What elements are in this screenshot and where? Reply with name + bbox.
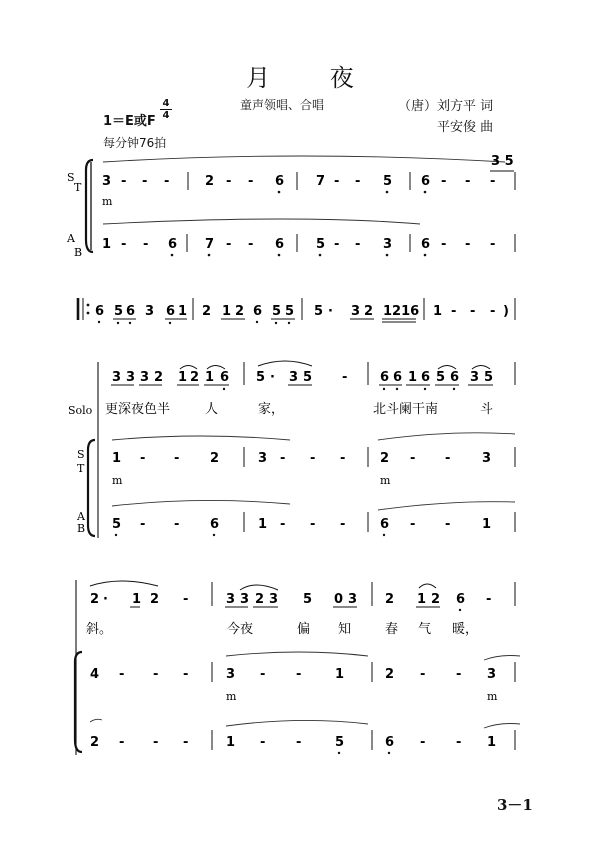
svg-text:-: - — [470, 304, 476, 319]
svg-text:2: 2 — [90, 735, 100, 750]
svg-text:1: 1 — [335, 667, 345, 682]
svg-text:2: 2 — [235, 304, 245, 319]
time-top: 4 — [162, 98, 170, 109]
svg-text:5: 5 — [303, 370, 313, 385]
svg-text:1: 1 — [258, 517, 268, 532]
svg-text:偏: 偏 — [297, 622, 311, 637]
svg-text:m: m — [380, 474, 391, 487]
svg-text:-: - — [465, 174, 471, 189]
svg-text:-: - — [410, 517, 416, 532]
svg-text:1: 1 — [132, 592, 142, 607]
svg-text:-: - — [490, 174, 496, 189]
svg-text:3: 3 — [226, 592, 236, 607]
svg-text:-: - — [410, 451, 416, 466]
svg-text:5: 5 — [383, 174, 393, 189]
dynamic-m: m — [102, 195, 113, 208]
svg-text:-: - — [153, 735, 159, 750]
svg-text:3: 3 — [145, 304, 155, 319]
svg-text:2: 2 — [90, 592, 100, 607]
svg-text:6: 6 — [421, 370, 431, 385]
svg-text:-: - — [490, 304, 496, 319]
svg-text:-: - — [334, 174, 340, 189]
svg-text:春: 春 — [385, 622, 399, 637]
svg-text:-: - — [280, 451, 286, 466]
row-solo — [90, 581, 515, 611]
svg-text:1: 1 — [417, 592, 427, 607]
svg-text:-: - — [183, 667, 189, 682]
svg-text:斗: 斗 — [480, 402, 494, 417]
svg-text:3: 3 — [470, 370, 480, 385]
svg-text:5: 5 — [112, 517, 122, 532]
svg-text:3: 3 — [226, 667, 236, 682]
svg-text:3: 3 — [269, 592, 279, 607]
row-st — [112, 433, 515, 487]
svg-text:3: 3 — [487, 667, 497, 682]
svg-text:-: - — [140, 451, 146, 466]
system-4 — [75, 580, 520, 755]
page-number: 3－1 — [497, 796, 533, 814]
svg-text:-: - — [445, 517, 451, 532]
system-2 — [78, 298, 515, 324]
svg-text:-: - — [142, 174, 148, 189]
svg-text:6: 6 — [253, 304, 263, 319]
label-b: B — [74, 246, 83, 259]
svg-text:6: 6 — [126, 304, 136, 319]
svg-text:1: 1 — [222, 304, 232, 319]
svg-text:-: - — [174, 451, 180, 466]
key-signature: 1＝E或F — [103, 114, 156, 129]
solo-lyrics — [86, 621, 478, 637]
svg-text:5: 5 — [314, 304, 324, 319]
svg-text:-: - — [486, 592, 492, 607]
svg-text:m: m — [112, 474, 123, 487]
svg-text:-: - — [153, 667, 159, 682]
svg-text:): ) — [503, 304, 509, 319]
svg-text:-: - — [119, 667, 125, 682]
svg-text:-: - — [226, 237, 232, 252]
svg-text:1: 1 — [226, 735, 236, 750]
svg-text:-: - — [226, 174, 232, 189]
svg-text:5: 5 — [272, 304, 282, 319]
svg-text:1: 1 — [482, 517, 492, 532]
svg-text:3: 3 — [140, 370, 150, 385]
svg-text:6: 6 — [166, 304, 176, 319]
svg-text:6: 6 — [393, 370, 403, 385]
performance-note: 童声领唱、合唱 — [240, 98, 325, 112]
svg-text:3: 3 — [112, 370, 122, 385]
svg-text:5: 5 — [256, 370, 266, 385]
svg-text:家，: 家， — [258, 402, 285, 417]
svg-text:2: 2 — [385, 592, 395, 607]
svg-text:6: 6 — [421, 174, 431, 189]
svg-text:1: 1 — [205, 370, 215, 385]
tempo-marking: 每分钟76拍 — [103, 136, 167, 150]
svg-text:2: 2 — [431, 592, 441, 607]
svg-text:6: 6 — [380, 370, 390, 385]
svg-text:6: 6 — [275, 174, 285, 189]
svg-text:-: - — [164, 174, 170, 189]
svg-text:2: 2 — [150, 592, 160, 607]
svg-text:暖，: 暖， — [452, 622, 479, 637]
svg-text:·: · — [103, 592, 108, 607]
svg-text:B: B — [77, 522, 86, 535]
row-solo — [111, 361, 515, 390]
lyricist: （唐）刘方平 词 — [398, 99, 494, 114]
svg-text:2: 2 — [205, 174, 215, 189]
label-t: T — [74, 181, 82, 194]
svg-text:-: - — [260, 735, 266, 750]
svg-text:-: - — [490, 237, 496, 252]
song-title: 月 夜 — [246, 64, 380, 92]
svg-text:6: 6 — [450, 370, 460, 385]
svg-text:3: 3 — [102, 174, 112, 189]
svg-text:气: 气 — [418, 622, 432, 637]
svg-text:今夜: 今夜 — [227, 622, 254, 637]
system-3 — [68, 361, 515, 538]
svg-text:7: 7 — [205, 237, 215, 252]
svg-text:3: 3 — [351, 304, 361, 319]
svg-text:-: - — [451, 304, 457, 319]
svg-text:2: 2 — [380, 451, 390, 466]
svg-text:-: - — [296, 735, 302, 750]
label-s: S — [67, 171, 75, 184]
svg-text:5: 5 — [114, 304, 124, 319]
svg-text:3: 3 — [289, 370, 299, 385]
svg-text:2: 2 — [364, 304, 374, 319]
row-ab — [90, 719, 520, 754]
svg-text:-: - — [420, 735, 426, 750]
svg-text:1: 1 — [102, 237, 112, 252]
svg-text:6: 6 — [385, 735, 395, 750]
svg-text:2: 2 — [255, 592, 265, 607]
row-ab — [112, 500, 515, 536]
svg-text:6: 6 — [421, 237, 431, 252]
row-st — [90, 652, 520, 703]
svg-text:3: 3 — [348, 592, 358, 607]
svg-text:3: 3 — [383, 237, 393, 252]
svg-text:-: - — [296, 667, 302, 682]
svg-text:-: - — [355, 174, 361, 189]
svg-text:3: 3 — [482, 451, 492, 466]
label-solo: Solo — [68, 404, 93, 417]
svg-text:-: - — [280, 517, 286, 532]
svg-text:-: - — [445, 451, 451, 466]
svg-text:2: 2 — [190, 370, 200, 385]
svg-text:A: A — [77, 510, 85, 523]
composer: 平安俊 曲 — [437, 120, 494, 135]
svg-text:-: - — [143, 237, 149, 252]
svg-text:1: 1 — [178, 370, 188, 385]
svg-text:-: - — [260, 667, 266, 682]
svg-text:-: - — [248, 174, 254, 189]
svg-text:4: 4 — [90, 667, 100, 682]
svg-text:2: 2 — [154, 370, 164, 385]
svg-text:0: 0 — [334, 592, 344, 607]
svg-text:5: 5 — [285, 304, 295, 319]
svg-text:7: 7 — [316, 174, 326, 189]
svg-text:-: - — [183, 592, 189, 607]
svg-text:-: - — [174, 517, 180, 532]
solo-lyrics — [105, 401, 493, 417]
svg-text:5: 5 — [335, 735, 345, 750]
svg-text:·: · — [270, 370, 275, 385]
svg-text:-: - — [441, 174, 447, 189]
svg-text:S: S — [77, 448, 85, 461]
svg-text:1: 1 — [178, 304, 188, 319]
svg-text:2: 2 — [210, 451, 220, 466]
svg-text:人: 人 — [205, 402, 219, 417]
svg-text:-: - — [121, 174, 127, 189]
svg-text:-: - — [119, 735, 125, 750]
svg-text:知: 知 — [338, 622, 352, 637]
svg-text:5: 5 — [316, 237, 326, 252]
svg-text:-: - — [420, 667, 426, 682]
svg-text:-: - — [248, 237, 254, 252]
svg-text:3: 3 — [240, 592, 250, 607]
svg-text:-: - — [456, 735, 462, 750]
svg-text:-: - — [465, 237, 471, 252]
svg-text:5: 5 — [484, 370, 494, 385]
svg-text:6: 6 — [380, 517, 390, 532]
svg-text:-: - — [441, 237, 447, 252]
svg-text:1: 1 — [112, 451, 122, 466]
svg-text:5: 5 — [303, 592, 313, 607]
svg-text:北斗阑干南: 北斗阑干南 — [373, 402, 439, 417]
svg-text:更深夜色半: 更深夜色半 — [105, 402, 171, 417]
svg-text:1216: 1216 — [383, 304, 420, 319]
svg-text:-: - — [121, 237, 127, 252]
svg-text:-: - — [340, 451, 346, 466]
svg-text:2: 2 — [202, 304, 212, 319]
svg-text:-: - — [140, 517, 146, 532]
svg-text:·: · — [328, 304, 333, 319]
svg-text:1: 1 — [408, 370, 418, 385]
svg-text:1: 1 — [433, 304, 443, 319]
svg-text:斜。: 斜。 — [86, 622, 113, 637]
svg-text:-: - — [355, 237, 361, 252]
svg-text:-: - — [310, 517, 316, 532]
svg-text:3: 3 — [258, 451, 268, 466]
row-st — [102, 154, 515, 208]
svg-text:2: 2 — [385, 667, 395, 682]
svg-text:m: m — [487, 690, 498, 703]
svg-text:6: 6 — [456, 592, 466, 607]
svg-text:6: 6 — [210, 517, 220, 532]
svg-text:T: T — [77, 462, 85, 475]
pickup-notes: 3 5 — [491, 154, 514, 169]
svg-text:1: 1 — [487, 735, 497, 750]
svg-text:-: - — [310, 451, 316, 466]
row-ab — [102, 219, 515, 256]
svg-text:m: m — [226, 690, 237, 703]
system-bracket — [86, 160, 93, 252]
svg-text:6: 6 — [275, 237, 285, 252]
svg-text:-: - — [342, 370, 348, 385]
svg-text:5: 5 — [436, 370, 446, 385]
svg-text:-: - — [456, 667, 462, 682]
svg-text:6: 6 — [95, 304, 105, 319]
svg-text:-: - — [183, 735, 189, 750]
svg-text:6: 6 — [168, 237, 178, 252]
label-a: A — [67, 232, 75, 245]
time-bottom: 4 — [160, 109, 172, 121]
svg-text:3: 3 — [126, 370, 136, 385]
system-1 — [66, 154, 515, 259]
svg-text:-: - — [340, 517, 346, 532]
svg-text:6: 6 — [220, 370, 230, 385]
svg-text:-: - — [334, 237, 340, 252]
